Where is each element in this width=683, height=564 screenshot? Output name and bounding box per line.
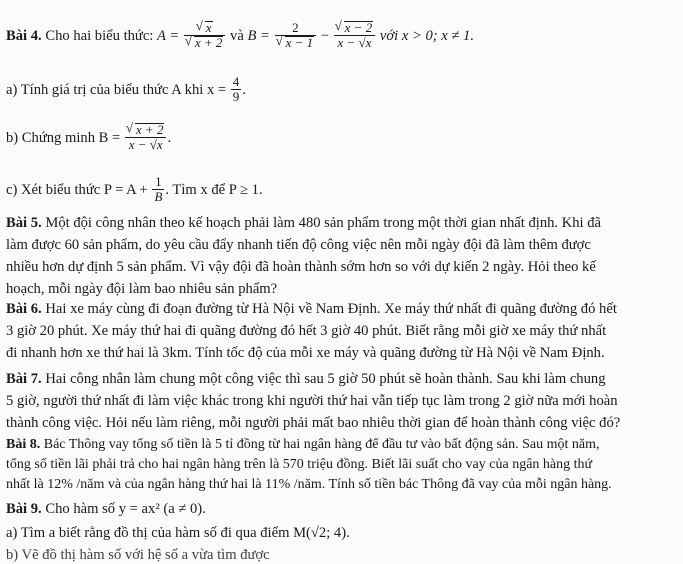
b6-text-1: Hai xe máy cùng đi đoạn đường từ Hà Nội về Nam Định. Xe máy thứ nhất đi quãng đường đó hết (45, 301, 617, 317)
b4-qb-text: b) Chứng minh B = (6, 129, 121, 146)
expr-a-num: √ x (205, 21, 213, 34)
expr-b-num2: √ x − 2 (344, 21, 374, 34)
qa-den: 9 (232, 89, 240, 104)
b8-text-1: Bác Thông vay tổng số tiền là 5 tỉ đồng từ hai ngân hàng để đầu tư vào bất động sản. Sau một năm, (43, 437, 600, 452)
qb-num: √ x + 2 (135, 123, 165, 136)
expr-b-fraction-1 (275, 21, 317, 50)
qb-fraction (125, 123, 167, 152)
b5-line-4: hoạch, mỗi ngày đội làm bao nhiêu sản phẩm? (6, 281, 278, 297)
b5-title: Bài 5. (6, 215, 42, 231)
b6-line-3: đi nhanh hơn xe thứ hai là 3km. Tính tốc độ của mỗi xe máy và quãng đường từ Hà Nội về Nam Định. (6, 345, 605, 361)
condition: với x > 0; x ≠ 1. (379, 27, 474, 44)
qb-den: x − √x (128, 137, 163, 152)
expr-a-lhs: A = (157, 27, 180, 44)
b6-line-1 (6, 300, 673, 318)
b4-statement (6, 22, 673, 51)
expr-b-lhs: B = (247, 27, 270, 44)
expr-a-den: √ x + 2 (194, 36, 224, 49)
and-word: và (230, 27, 244, 44)
expr-b-den1: √ x − 1 (285, 36, 315, 49)
qc-den: B (154, 189, 163, 204)
b5-line-3: nhiều hơn dự định 5 sản phẩm. Vì vậy đội đã hoàn thành sớm hơn so với dự kiến 2 ngày. Hỏi theo kế (6, 259, 596, 275)
qa-num: 4 (232, 74, 240, 89)
b6-line-2: 3 giờ 20 phút. Xe máy thứ hai đi quãng đường đó hết 3 giờ 40 phút. Biết rằng mỗi giờ xe máy thứ nhất (6, 323, 607, 339)
b4-title: Bài 4. (6, 27, 42, 44)
expr-a-fraction (184, 21, 226, 50)
b5-text-1: Một đội công nhân theo kế hoạch phải làm 480 sản phẩm trong một thời gian nhất định. Khi đã (45, 215, 602, 231)
b6-title: Bài 6. (6, 301, 42, 317)
b7-title: Bài 7. (6, 371, 42, 387)
b8-line-3: nhất là 12% /năm và của ngân hàng thứ hai là 11% /năm. Tính số tiền bác Thông đã vay của mỗi ngân hàng. (6, 477, 612, 492)
b5-line-1 (6, 214, 673, 232)
b7-line-3: thành công việc. Hỏi nếu làm riêng, mỗi người phải mất bao nhiêu thời gian để hoàn thành công việc đó? (6, 415, 621, 431)
b7-text-1: Hai công nhân làm chung một công việc thì sau 5 giờ 50 phút sẽ hoàn thành. Sau khi làm chung (45, 371, 606, 387)
minus-sign: − (320, 27, 329, 44)
b4-part-b: b) Chứng minh B = √ $\frac{x + 2}{x - √x}$ . (6, 124, 673, 153)
b4-part-c (6, 176, 673, 205)
b9-part-a: a) Tìm a biết rằng đồ thị của hàm số đi qua điểm M(√2; 4). (6, 525, 350, 541)
b4-part-a: a) Tính giá trị của biểu thức A khi x = $\frac{4}{9}$ . (6, 74, 246, 104)
qa-fraction (231, 75, 242, 104)
b9-intro: Cho hàm số y = ax² (a ≠ 0). (45, 501, 206, 517)
b8-line-1 (6, 436, 673, 454)
qc-num: 1 (152, 175, 164, 190)
b8-line-2: tổng số tiền lãi phải trả cho hai ngân hàng trên là 570 triệu đồng. Biết lãi suất cho vay của ngân hàng thứ (6, 457, 593, 472)
b9-line-1 (6, 500, 673, 518)
b5-line-2: làm được 60 sản phẩm, do yêu cầu đẩy nhanh tiến độ công việc nên mỗi ngày đội đã làm thêm được (6, 237, 591, 253)
b4-qc-text-2: . Tìm x để P ≥ 1. (165, 181, 263, 198)
b4-qc-text-1: c) Xét biểu thức P = A + (6, 181, 148, 198)
b9-part-b: b) Vẽ đồ thị hàm số với hệ số a vừa tìm được (6, 547, 270, 563)
b4-qa-text: a) Tính giá trị của biểu thức A khi x = (6, 81, 227, 98)
expr-b-den2: x − √x (337, 35, 372, 50)
b4-intro: Cho hai biểu thức: (45, 27, 154, 44)
b7-line-2: 5 giờ, người thứ nhất đi làm việc khác trong khi người thứ hai vẫn tiếp tục làm trong 2 giờ nữa mới hoàn (6, 393, 618, 409)
qc-fraction (152, 175, 164, 204)
b8-title: Bài 8. (6, 437, 41, 452)
b7-line-1 (6, 370, 673, 388)
b9-title: Bài 9. (6, 501, 42, 517)
expr-b-num1: 2 (275, 21, 317, 36)
expr-b-fraction-2 (334, 21, 376, 50)
